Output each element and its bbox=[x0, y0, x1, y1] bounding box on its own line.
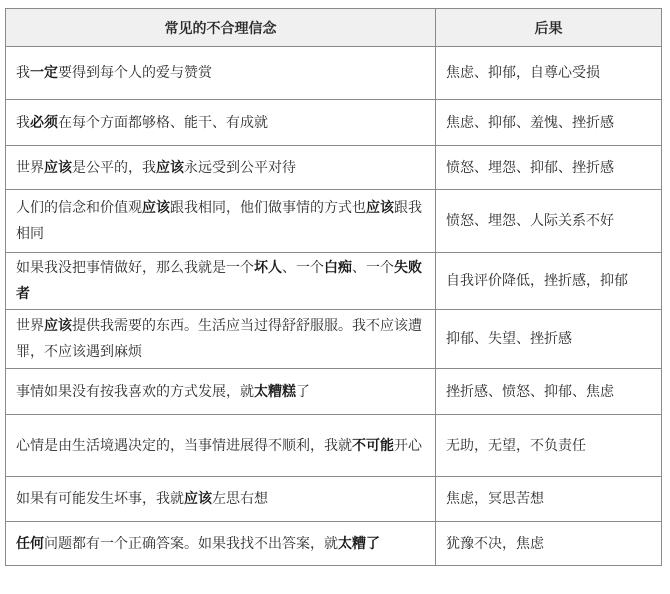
table-row bbox=[6, 253, 662, 310]
belief-text: 永远受到公平对待 bbox=[184, 159, 296, 176]
belief-text: 左思右想 bbox=[212, 491, 268, 507]
belief-cell bbox=[6, 146, 436, 190]
belief-text: 人们的信念和价值观 bbox=[16, 200, 142, 216]
table-header-row bbox=[6, 9, 662, 47]
table-row bbox=[6, 310, 662, 369]
belief-text: 开心 bbox=[394, 437, 422, 454]
table-body bbox=[6, 47, 662, 566]
belief-text: 如果有可能发生坏事，我就 bbox=[16, 491, 184, 507]
belief-text: 、一个 bbox=[352, 260, 394, 276]
belief-emphasis: 应该 bbox=[142, 200, 170, 216]
belief-emphasis: 失败者 bbox=[16, 260, 422, 302]
beliefs-table bbox=[5, 8, 662, 566]
belief-cell bbox=[6, 47, 436, 100]
consequence-cell: 愤怒、埋怨、抑郁、挫折感 bbox=[436, 146, 662, 190]
belief-text: 提供我需要的东西。生活应当过得舒舒服服。我不应该遭罪，不应该遇到麻烦 bbox=[16, 318, 422, 360]
consequence-cell: 焦虑、抑郁，自尊心受损 bbox=[436, 47, 662, 100]
belief-text: 如果我没把事情做好，那么我就是一个 bbox=[16, 260, 254, 276]
belief-emphasis: 一定 bbox=[30, 65, 58, 81]
belief-cell bbox=[6, 190, 436, 253]
consequence-cell: 焦虑，冥思苦想 bbox=[436, 477, 662, 522]
belief-text: 事情如果没有按我喜欢的方式发展，就 bbox=[16, 383, 254, 400]
consequence-cell: 愤怒、埋怨、人际关系不好 bbox=[436, 190, 662, 253]
table-row bbox=[6, 477, 662, 522]
table-row bbox=[6, 369, 662, 415]
belief-text: 跟我相同 bbox=[16, 200, 422, 242]
belief-emphasis: 应该 bbox=[366, 200, 394, 216]
belief-text: 问题都有一个正确答案。如果我找不出答案，就 bbox=[44, 535, 338, 552]
belief-text: 我 bbox=[16, 114, 30, 131]
belief-text: 世界 bbox=[16, 318, 44, 334]
belief-cell bbox=[6, 522, 436, 566]
belief-cell bbox=[6, 253, 436, 310]
belief-text: 了 bbox=[296, 383, 310, 400]
table-row bbox=[6, 146, 662, 190]
consequence-cell: 自我评价降低，挫折感，抑郁 bbox=[436, 253, 662, 310]
header-consequence: 后果 bbox=[436, 9, 662, 47]
belief-text: 我 bbox=[16, 65, 30, 81]
belief-cell bbox=[6, 369, 436, 415]
belief-emphasis: 应该 bbox=[184, 491, 212, 507]
belief-emphasis: 不可能 bbox=[352, 437, 394, 454]
belief-text: 跟我相同，他们做事情的方式也 bbox=[170, 200, 366, 216]
belief-emphasis: 坏人 bbox=[254, 260, 282, 276]
belief-emphasis: 太糟糕 bbox=[254, 383, 296, 400]
belief-emphasis: 太糟了 bbox=[338, 535, 380, 552]
belief-cell bbox=[6, 415, 436, 477]
belief-text: 心情是由生活境遇决定的，当事情进展得不顺利，我就 bbox=[16, 437, 352, 454]
belief-cell bbox=[6, 477, 436, 522]
table-row bbox=[6, 522, 662, 566]
belief-text: 世界 bbox=[16, 159, 44, 176]
table-row bbox=[6, 190, 662, 253]
table-row bbox=[6, 100, 662, 146]
belief-text: 、一个 bbox=[282, 260, 324, 276]
consequence-cell: 抑郁、失望、挫折感 bbox=[436, 310, 662, 369]
consequence-cell: 犹豫不决，焦虑 bbox=[436, 522, 662, 566]
belief-emphasis: 任何 bbox=[16, 535, 44, 552]
table-row bbox=[6, 415, 662, 477]
belief-emphasis: 应该 bbox=[156, 159, 184, 176]
table-row bbox=[6, 47, 662, 100]
belief-emphasis: 应该 bbox=[44, 159, 72, 176]
belief-emphasis: 白痴 bbox=[324, 260, 352, 276]
belief-cell bbox=[6, 100, 436, 146]
belief-text: 要得到每个人的爱与赞赏 bbox=[58, 65, 212, 81]
belief-cell bbox=[6, 310, 436, 369]
belief-text: 是公平的，我 bbox=[72, 159, 156, 176]
consequence-cell: 焦虑、抑郁、羞愧、挫折感 bbox=[436, 100, 662, 146]
belief-emphasis: 必须 bbox=[30, 114, 58, 131]
header-belief: 常见的不合理信念 bbox=[6, 9, 436, 47]
consequence-cell: 无助，无望，不负责任 bbox=[436, 415, 662, 477]
belief-emphasis: 应该 bbox=[44, 318, 72, 334]
consequence-cell: 挫折感、愤怒、抑郁、焦虑 bbox=[436, 369, 662, 415]
belief-text: 在每个方面都够格、能干、有成就 bbox=[58, 114, 268, 131]
